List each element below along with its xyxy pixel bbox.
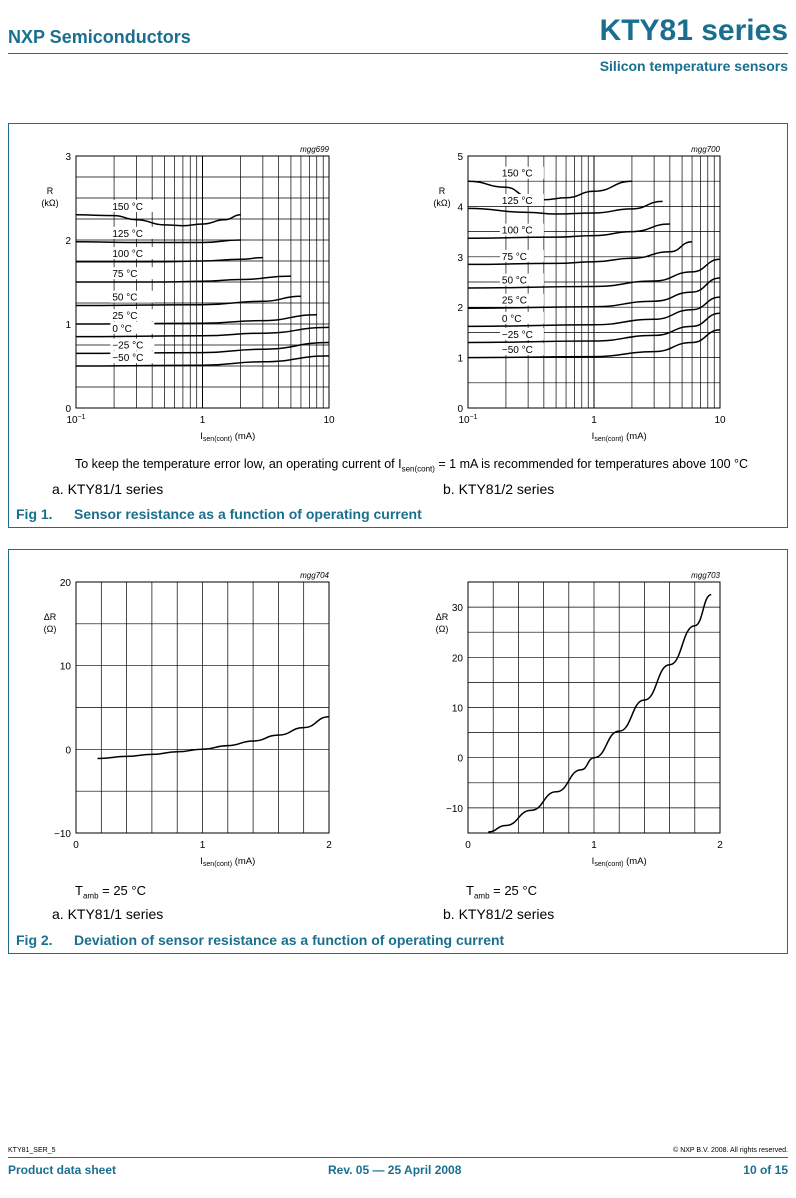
curve-label: 125 °C [501, 195, 533, 207]
curve-label: 50 °C [501, 275, 528, 287]
curve-label: 0 °C [501, 313, 522, 325]
brand-name: NXP Semiconductors [8, 27, 191, 47]
x-tick-label: 1 [199, 840, 206, 851]
series-line [468, 224, 670, 238]
y-tick-label: 30 [451, 603, 463, 615]
x-axis-label: $I_{sen(cont)}$ (mA) [200, 431, 256, 443]
y-tick-label: 3 [65, 152, 71, 163]
curve-label: 50 °C [112, 292, 138, 304]
y-axis-unit: (kΩ) [41, 198, 59, 208]
fig1-subcaption-b: b. KTY81/2 series [443, 481, 555, 497]
chart-code: mgg700 [691, 145, 720, 154]
header-rule [8, 53, 788, 54]
y-tick-label: 1 [457, 353, 463, 365]
x-tick-label: 2 [717, 840, 723, 851]
y-tick-label: 20 [451, 653, 463, 665]
y-axis-unit: (Ω) [435, 624, 449, 634]
curve-label: 25 °C [112, 311, 138, 323]
x-tick-label: 10 [714, 415, 726, 426]
y-axis-label: R [46, 186, 54, 196]
y-tick-label: 1 [65, 320, 71, 331]
y-tick-label: 10 [451, 703, 463, 715]
fig2-note-b: $T_{amb} = 25$ °C [466, 883, 537, 901]
page-number: 10 of 15 [743, 1163, 788, 1177]
x-axis-label: $I_{sen(cont)}$ (mA) [591, 856, 647, 868]
y-tick-label: 3 [457, 252, 463, 264]
y-tick-label: 20 [59, 578, 71, 589]
footer-rule [8, 1157, 788, 1158]
y-tick-label: −10 [54, 829, 71, 840]
y-tick-label: 10 [59, 661, 71, 673]
page-subtitle: Silicon temperature sensors [599, 58, 788, 74]
copyright: © NXP B.V. 2008. All rights reserved. [673, 1147, 788, 1154]
y-tick-label: 0 [457, 753, 463, 765]
y-tick-label: 4 [457, 202, 463, 214]
chart-kty81-1-deviation [30, 566, 350, 871]
x-axis-label: $I_{sen(cont)}$ (mA) [200, 856, 256, 868]
curve-label: 150 °C [501, 168, 533, 180]
chart-code: mgg699 [300, 145, 329, 154]
curve-label: 100 °C [112, 249, 144, 260]
fig1-note: To keep the temperature error low, an operating current of $I_{sen(cont)} = 1$ mA is recommended for temperatures above 100 °C [75, 457, 749, 474]
page-title: KTY81 series [599, 14, 788, 47]
curve-label: 25 °C [501, 295, 528, 307]
fig2-caption: Fig 2. Deviation of sensor resistance as a function of operating current [16, 932, 505, 948]
curve-label: 75 °C [501, 251, 528, 263]
x-tick-label: 2 [326, 840, 332, 851]
x-axis-label: $I_{sen(cont)}$ (mA) [591, 431, 647, 443]
x-tick-label: 1 [591, 415, 597, 426]
series-line [468, 181, 632, 200]
series-line [468, 201, 663, 214]
y-axis-unit: (Ω) [43, 624, 57, 634]
curve-label: 100 °C [501, 225, 533, 237]
series-line [76, 215, 241, 226]
series-line [488, 595, 711, 832]
y-tick-label: −10 [446, 803, 463, 815]
curve-label: −50 °C [501, 345, 533, 357]
series-line [76, 240, 241, 243]
doc-type: Product data sheet [8, 1163, 117, 1177]
chart-kty81-1-resistance [30, 140, 350, 445]
chart-code: mgg703 [691, 571, 720, 580]
fig2-subcaption-b: b. KTY81/2 series [443, 906, 555, 922]
fig1-subcaption-a: a. KTY81/1 series [52, 481, 164, 497]
y-axis-label: ΔR [43, 612, 57, 622]
y-axis-unit: (kΩ) [433, 198, 451, 208]
fig2-subcaption-a: a. KTY81/1 series [52, 906, 164, 922]
y-tick-label: 0 [457, 404, 463, 415]
x-tick-label: $10^{-1}$ [458, 414, 478, 426]
curve-label: 75 °C [112, 269, 138, 281]
x-tick-label: 1 [591, 840, 597, 851]
chart-kty81-2-resistance [415, 140, 745, 445]
curve-label: −25 °C [112, 340, 144, 352]
series-line [76, 296, 301, 305]
x-tick-label: 0 [73, 840, 79, 851]
x-tick-label: 0 [465, 840, 471, 851]
y-tick-label: 2 [457, 303, 463, 315]
curve-label: 125 °C [112, 228, 144, 240]
y-axis-label: R [438, 186, 446, 196]
x-tick-label: 10 [323, 415, 335, 426]
y-tick-label: 5 [457, 152, 463, 163]
y-axis-label: ΔR [435, 612, 449, 622]
chart-kty81-2-deviation [415, 566, 745, 871]
doc-id: KTY81_SER_5 [8, 1147, 56, 1154]
y-tick-label: 2 [65, 236, 71, 247]
curve-label: 150 °C [112, 201, 144, 213]
series-line [76, 276, 291, 282]
curve-label: −50 °C [112, 353, 144, 365]
x-tick-label: $10^{-1}$ [66, 414, 86, 426]
y-tick-label: 0 [65, 745, 71, 757]
chart-code: mgg704 [300, 571, 329, 580]
fig2-note-a: $T_{amb} = 25$ °C [75, 883, 146, 901]
curve-label: −25 °C [501, 329, 533, 341]
y-tick-label: 0 [65, 404, 71, 415]
revision: Rev. 05 — 25 April 2008 [328, 1163, 462, 1177]
x-tick-label: 1 [199, 415, 206, 426]
fig1-caption: Fig 1. Sensor resistance as a function of operating current [16, 506, 422, 522]
curve-label: 0 °C [112, 323, 132, 335]
series-line [98, 717, 330, 759]
